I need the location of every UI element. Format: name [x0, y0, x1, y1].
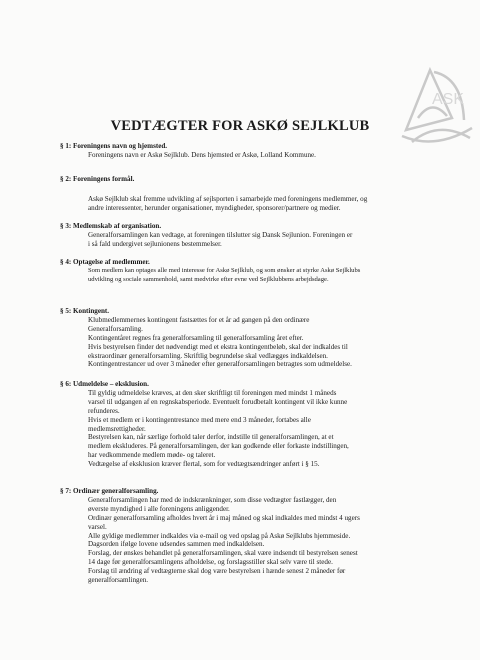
section-7	[60, 487, 360, 585]
section-line: Klubmedlemmernes kontingent fastsættes for et år ad gangen på den ordinære	[88, 315, 310, 324]
section-line: i så fald undergivet sejlunionens bestemmelser.	[88, 239, 222, 248]
section-line: Generalforsamlingen kan vedtage, at foreningen tilslutter sig Dansk Sejlunion. Foreningen er	[88, 230, 353, 239]
section-line: 14 dage før generalforsamlingens afholdelse, og forslagsstiller skal selv være til stede.	[88, 558, 333, 567]
section-line: Foreningens navn er Askø Sejlklub. Dens hjemsted er Askø, Lolland Kommune.	[88, 150, 316, 159]
section-line: Forslag til ændring af vedtægterne skal dog være bestyrelsen i hænde senest 2 måneder før	[88, 567, 346, 576]
section-line: Askø Sejlklub skal fremme udvikling af sejlsporten i samarbejde med foreningens medlemmer, og	[88, 194, 368, 203]
section-1	[60, 142, 316, 160]
section-heading: § 1: Foreningens navn og hjemsted.	[60, 142, 168, 150]
section-line: udvikling og sociale sammenhold, samt medvirke efter evne ved Sejlklubbens arbejdsdage.	[88, 275, 329, 283]
section-line: øverste myndighed i alle foreningens anliggender.	[88, 504, 230, 513]
section-line: Bestyrelsen kan, når særlige forhold taler derfor, indstille til generalforsamlingen, at et	[88, 433, 334, 442]
section-2	[60, 175, 367, 213]
section-line: Til gyldig udmeldelse kræves, at den sker skriftligt til foreningen med mindst 1 måneds	[88, 388, 337, 397]
page-title: VEDTÆGTER FOR ASKØ SEJLKLUB	[110, 118, 370, 134]
section-line: medlem ekskluderes. På generalforsamlingen, der kan godkende eller forkaste indstillingen,	[88, 442, 349, 451]
section-heading: § 7: Ordinær generalforsamling.	[60, 487, 159, 495]
section-line: Alle gyldige medlemmer indkaldes via e-mail og ved opslag på Askø Sejlklubs hjemmeside.	[88, 531, 351, 540]
section-line: Vedtægelse af eksklusion kræver flertal, som for vedtægtsændringer anført i § 15.	[88, 460, 320, 469]
section-line: Hvis et medlem er i kontingentrestance med mere end 3 måneder, fortabes alle	[88, 415, 311, 424]
section-line: Ordinær generalforsamling afholdes hvert år i maj måned og skal indkaldes med mindst 4 ugers	[88, 513, 360, 522]
section-heading: § 3: Medlemskab af organisation.	[60, 222, 162, 230]
section-heading: § 5: Kontingent.	[60, 307, 110, 315]
section-line: Generalforsamlingen har med de indskrænkninger, som disse vedtægter fastlægger, den	[88, 495, 337, 504]
section-line: varsel til udgangen af en regnskabsperiode. Eventuelt forudbetalt kontingent vil ikke kunne	[88, 397, 348, 406]
section-line: Forslag, der ønskes behandlet på generalforsamlingen, skal være indsendt til bestyrelsen senest	[88, 549, 358, 558]
section-line: varsel.	[88, 522, 107, 531]
section-line: Kontingentåret regnes fra generalforsamling til generalforsamling året efter.	[88, 333, 304, 342]
section-line: Kontingentrestancer ud over 3 måneder efter generalforsamlingen betragtes som udmeldelse.	[88, 360, 352, 369]
section-line: Som medlem kan optages alle med interesse for Askø Sejlklub, og som ønsker at styrke Askø Sejlklubs	[88, 266, 361, 274]
section-line: refunderes.	[88, 406, 120, 415]
section-3	[60, 222, 352, 249]
section-heading: § 4: Optagelse af medlemmer.	[60, 258, 150, 266]
logo-text: ASK	[432, 91, 465, 108]
section-line: Dagsorden ifølge lovene udsendes sammen med indkaldelsen.	[88, 540, 265, 549]
section-line: medlemsrettigheder.	[88, 424, 146, 433]
section-line: generalforsamlingen.	[88, 576, 149, 585]
section-heading: § 6: Udmeldelse – eksklusion.	[60, 380, 149, 388]
section-line: har vedkommende medlem møde- og taleret.	[88, 451, 216, 460]
section-line: andre interessenter, herunder organisationer, myndigheder, sponsorer/partnere og medier.	[88, 203, 341, 212]
section-line: Generalforsamling.	[88, 324, 143, 333]
section-6	[60, 380, 349, 469]
section-4	[60, 258, 360, 285]
section-5	[60, 307, 352, 369]
section-heading: § 2: Foreningens formål.	[60, 175, 135, 183]
section-line: ekstraordinær generalforsamling. Skriftlig begrundelse skal vedlægges indkaldelsen.	[88, 351, 328, 360]
section-line: Hvis bestyrelsen finder det nødvendigt med et ekstra kontingentbeløb, skal der indkaldes til	[88, 342, 348, 351]
